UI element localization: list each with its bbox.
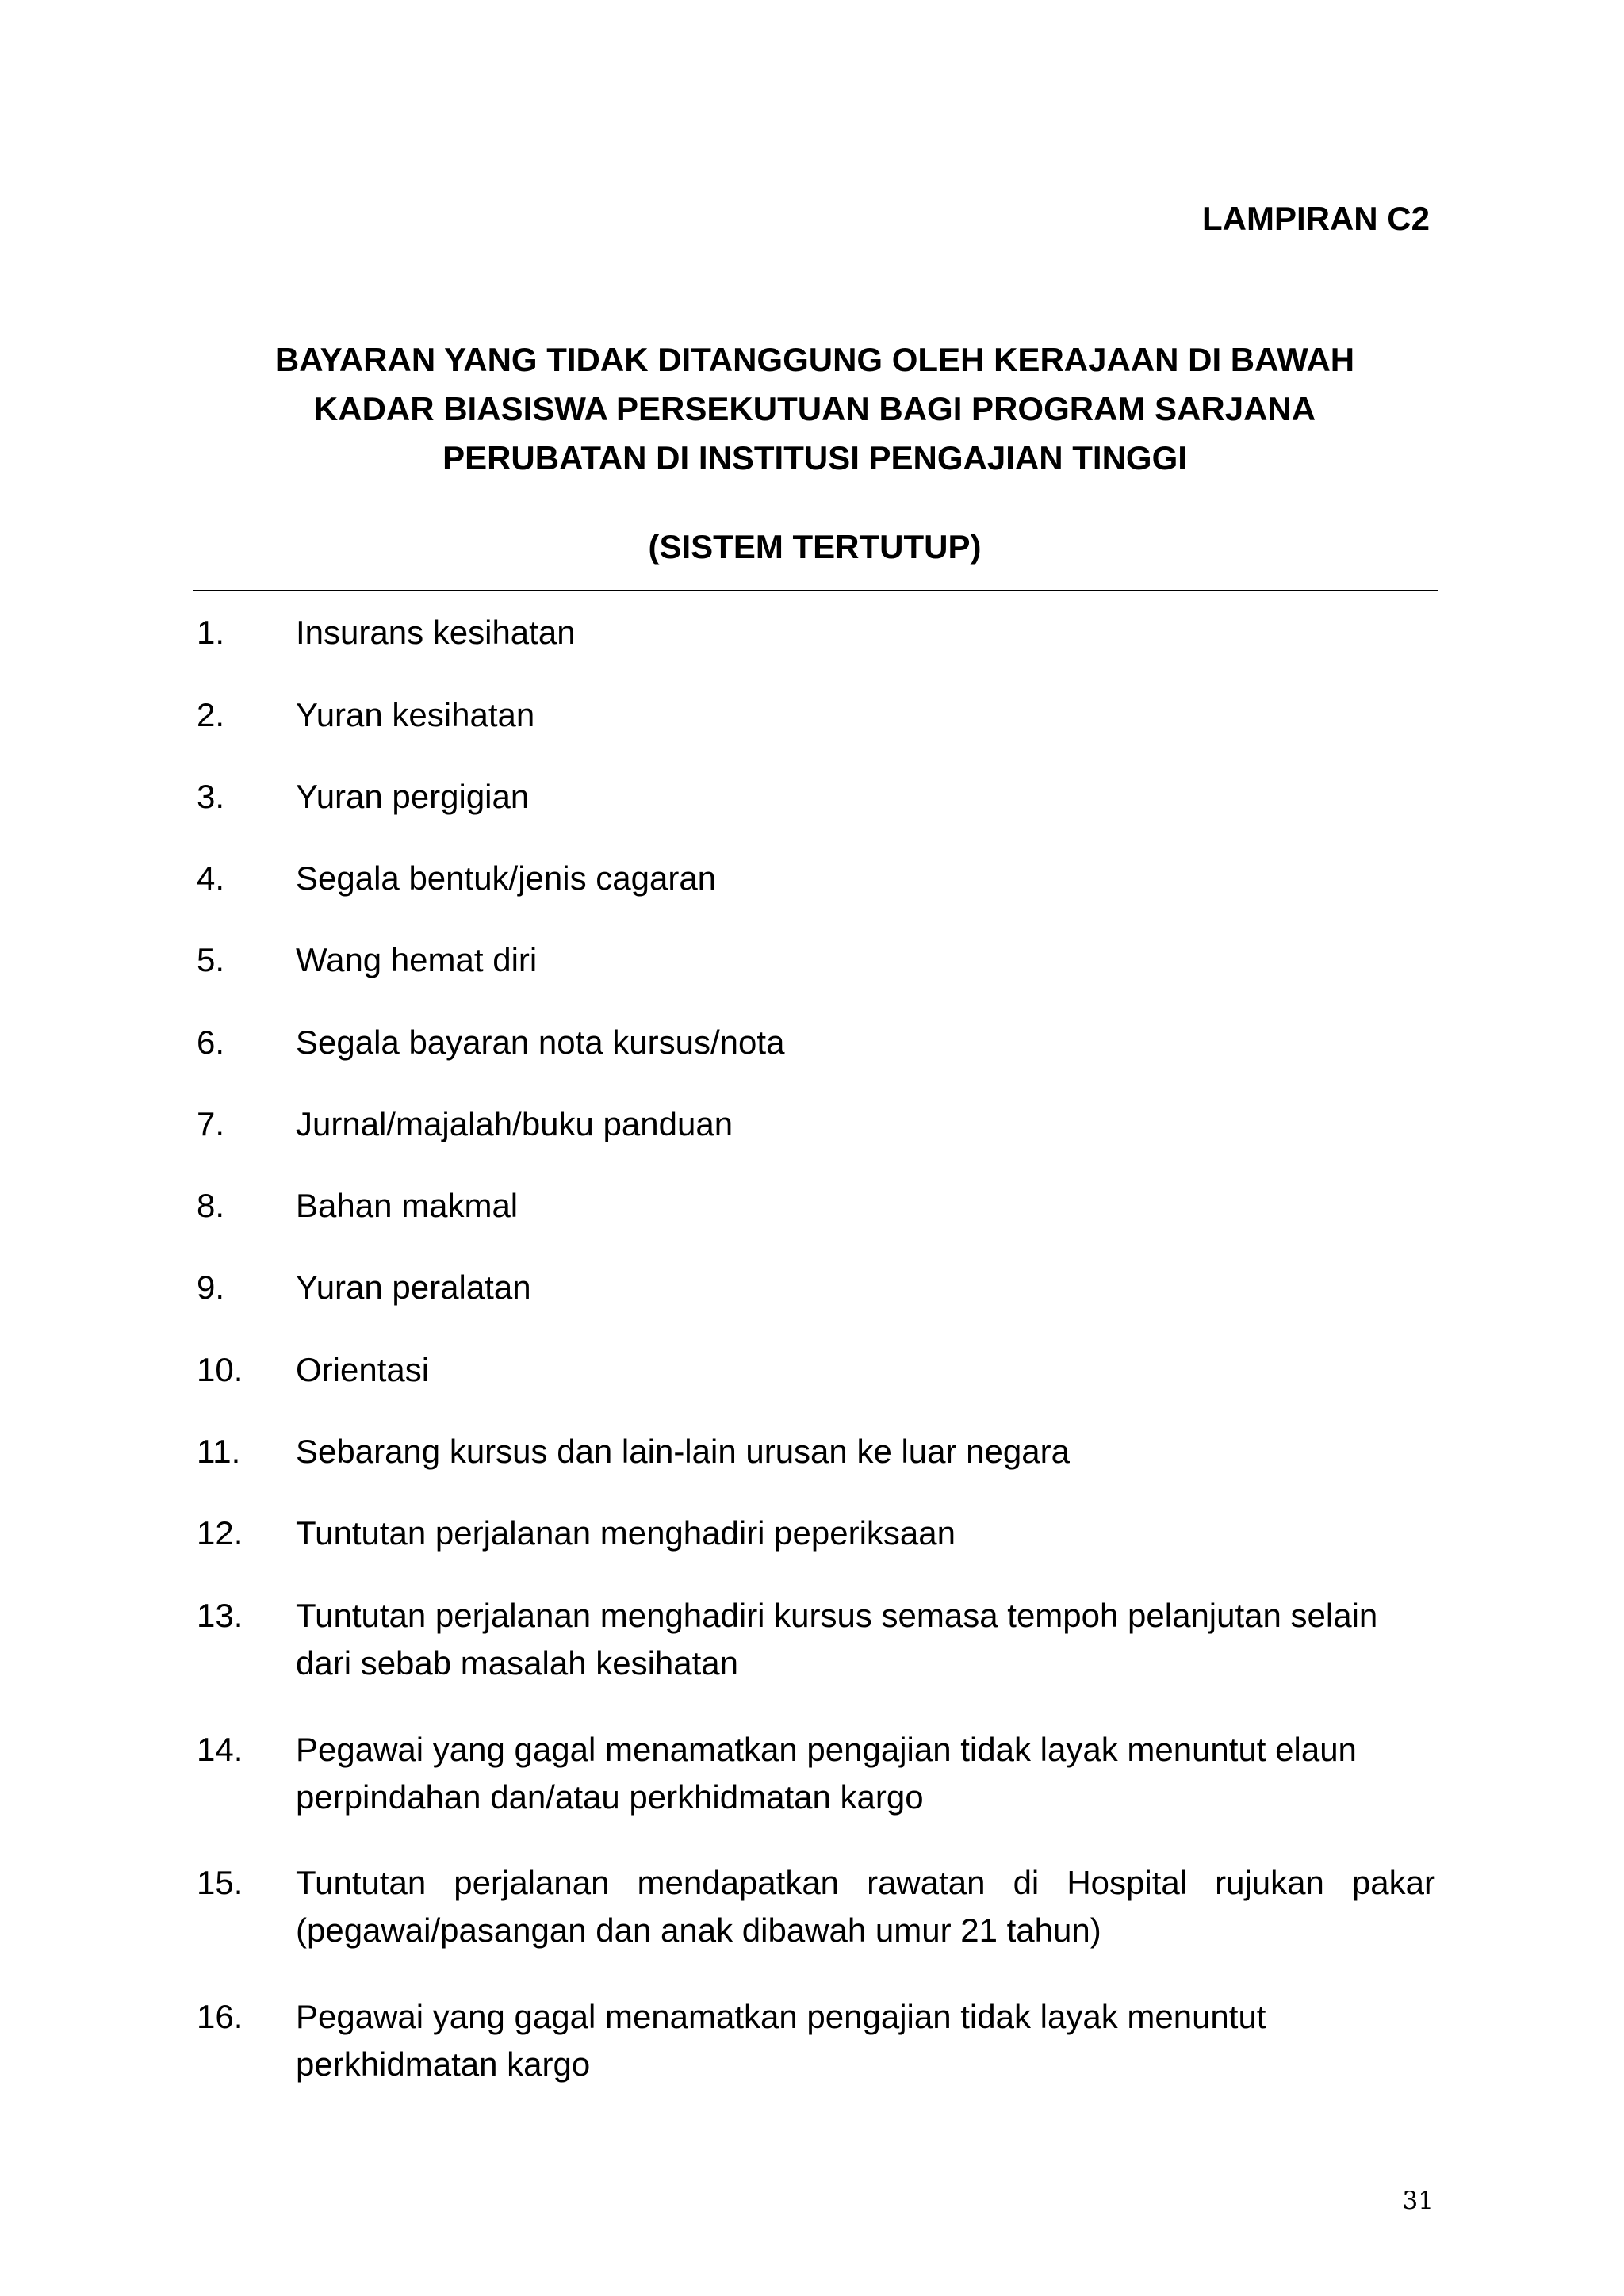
item-text: Jurnal/majalah/buku panduan bbox=[296, 1105, 733, 1142]
item-text: Segala bayaran nota kursus/nota bbox=[296, 1024, 785, 1061]
item-number: 4. bbox=[197, 859, 225, 897]
item-number: 1. bbox=[197, 614, 225, 651]
item-number: 2. bbox=[197, 696, 225, 733]
item-text: Bahan makmal bbox=[296, 1187, 519, 1224]
item-text: Segala bentuk/jenis cagaran bbox=[296, 859, 717, 897]
document-subtitle: (SISTEM TERTUTUP) bbox=[648, 528, 982, 565]
item-number: 14. bbox=[197, 1731, 243, 1768]
item-number: 15. bbox=[197, 1864, 243, 1901]
item-number: 12. bbox=[197, 1514, 243, 1552]
item-number: 10. bbox=[197, 1351, 243, 1388]
item-number: 3. bbox=[197, 778, 225, 815]
item-text: Tuntutan perjalanan mendapatkan rawatan di Hospital rujukan pakar (pegawai/pasangan dan anak dibawah umur 21 tahun) bbox=[296, 1864, 1435, 1949]
item-number: 8. bbox=[197, 1187, 225, 1224]
item-number: 13. bbox=[197, 1597, 243, 1634]
item-number: 9. bbox=[197, 1269, 225, 1306]
title-line: BAYARAN YANG TIDAK DITANGGUNG OLEH KERAJAAN DI BAWAH bbox=[274, 341, 1355, 378]
title-line: KADAR BIASISWA PERSEKUTUAN BAGI PROGRAM SARJANA bbox=[313, 390, 1316, 427]
horizontal-rule bbox=[193, 590, 1438, 591]
item-number: 5. bbox=[197, 941, 225, 978]
item-text: Insurans kesihatan bbox=[296, 614, 576, 651]
item-number: 7. bbox=[197, 1105, 225, 1142]
item-text: Yuran peralatan bbox=[296, 1269, 531, 1306]
item-text: Wang hemat diri bbox=[296, 941, 538, 978]
title-line: PERUBATAN DI INSTITUSI PENGAJIAN TINGGI bbox=[442, 439, 1187, 476]
item-number: 6. bbox=[197, 1024, 225, 1061]
item-text: Tuntutan perjalanan menghadiri peperiksaan bbox=[296, 1514, 956, 1552]
document-title bbox=[194, 335, 1435, 483]
item-text: Pegawai yang gagal menamatkan pengajian tidak layak menuntut elaun perpindahan dan/atau perkhidmatan kargo bbox=[296, 1731, 1357, 1816]
page-number: 31 bbox=[1402, 2187, 1434, 2215]
item-text: Sebarang kursus dan lain-lain urusan ke luar negara bbox=[296, 1433, 1070, 1470]
appendix-label: LAMPIRAN C2 bbox=[1201, 200, 1430, 237]
item-number: 11. bbox=[197, 1433, 241, 1470]
item-text: Yuran kesihatan bbox=[296, 696, 535, 733]
item-text: Pegawai yang gagal menamatkan pengajian tidak layak menuntut perkhidmatan kargo bbox=[296, 1998, 1266, 2083]
item-text: Tuntutan perjalanan menghadiri kursus semasa tempoh pelanjutan selain dari sebab masalah kesihatan bbox=[296, 1597, 1378, 1682]
item-number: 16. bbox=[197, 1998, 243, 2035]
item-text: Yuran pergigian bbox=[296, 778, 530, 815]
item-text: Orientasi bbox=[296, 1351, 430, 1388]
